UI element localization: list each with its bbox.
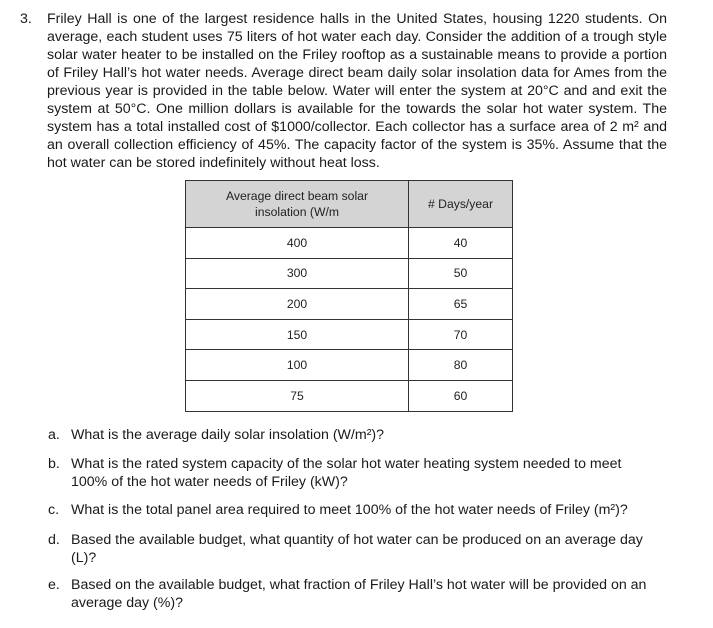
part-a [48,426,648,444]
days-cell: 40 [409,228,513,259]
part-text: What is the total panel area required to meet 100% of the hot water needs of Friley (m²)? [71,502,628,518]
part-e [48,576,648,612]
days-cell: 65 [409,289,513,320]
days-cell: 70 [409,319,513,350]
insolation-cell: 100 [186,350,409,381]
part-label: b. [48,456,60,472]
table-row [186,258,513,289]
days-cell: 80 [409,350,513,381]
part-text: What is the rated system capacity of the solar hot water heating system needed to meet 100% of the hot water needs of Friley (kW)? [71,456,622,490]
problem-number: 3. [20,11,32,27]
problem-text-block [47,10,667,172]
header-insolation: Average direct beam solar insolation (W/m [186,181,409,228]
header-days: # Days/year [409,181,513,228]
insolation-cell: 200 [186,289,409,320]
part-d [48,531,648,567]
insolation-cell: 300 [186,258,409,289]
table-row [186,319,513,350]
insolation-cell: 75 [186,380,409,411]
table-row [186,289,513,320]
part-c [48,501,648,519]
table-header-row [186,181,513,228]
part-text: What is the average daily solar insolation (W/m²)? [71,427,385,443]
problem-text: Friley Hall is one of the largest residence halls in the United States, housing 1220 students. On average, each student uses 75 liters of hot water each day. Consider the addition of a trough style solar water heater to be installed on the Friley rooftop as a sustainable means to provide a portion of Friley Hall’s hot water needs. Average direct beam daily solar insolation data for Ames from the previous year is provided in the table below. Water will enter the system at 20°C and and exit the system at 50°C. One million dollars is available for the towards the solar hot water system. The system has a total installed cost of $1000/collector. Each collector has a surface area of 2 m² and an overall collection efficiency of 45%. The capacity factor of the system is 35%. Assume that the hot water can be stored indefinitely without heat loss. [47,11,667,171]
part-text: Based the available budget, what quantity of hot water can be produced on an average day (L)? [71,532,643,566]
insolation-cell: 150 [186,319,409,350]
part-b [48,455,648,491]
part-label: e. [48,577,60,593]
part-label: c. [48,502,60,518]
days-cell: 60 [409,380,513,411]
days-cell: 50 [409,258,513,289]
insolation-table [185,180,513,412]
part-label: a. [48,427,60,443]
problem-statement [20,10,690,172]
table-row [186,350,513,381]
table-row [186,380,513,411]
part-label: d. [48,532,60,548]
table-row [186,228,513,259]
insolation-cell: 400 [186,228,409,259]
part-text: Based on the available budget, what fraction of Friley Hall’s hot water will be provided on an average day (%)? [71,577,647,611]
